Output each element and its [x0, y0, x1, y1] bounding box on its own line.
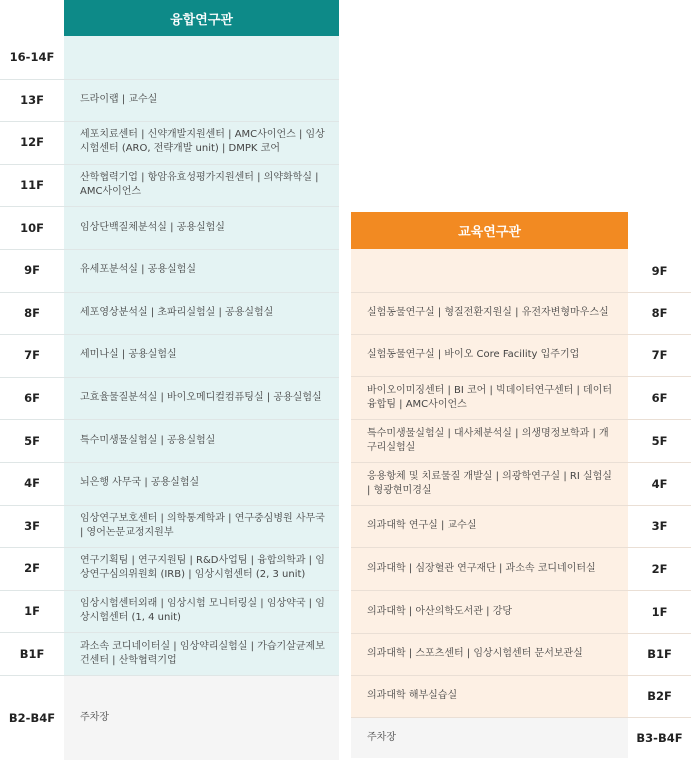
floor-label: 13F — [20, 92, 44, 107]
floor-label: 10F — [20, 220, 44, 235]
floor-content: 실험동물연구실 | 바이오 Core Facility 입주기업 — [351, 334, 628, 376]
floor-content — [64, 36, 339, 79]
row-divider — [0, 505, 339, 506]
floor-content: 특수미생물실험실 | 공용실험실 — [64, 419, 339, 462]
row-divider — [0, 249, 339, 250]
row-divider — [0, 121, 339, 122]
floor-label: 3F — [24, 518, 40, 533]
floor-label: 2F — [651, 561, 668, 576]
floor-content: 뇌은행 사무국 | 공용실험실 — [64, 462, 339, 505]
row-divider — [351, 292, 691, 293]
row-divider — [351, 547, 691, 548]
floor-label: 9F — [651, 263, 668, 278]
row-divider — [0, 590, 339, 591]
floor-label: 11F — [20, 178, 44, 193]
row-divider — [0, 377, 339, 378]
floor-label: B1F — [647, 647, 672, 661]
row-divider — [0, 292, 339, 293]
floor-content: 산학협력기업 | 항암유효성평가지원센터 | 의약화학실 | AMC사이언스 — [64, 164, 339, 207]
floor-label: B1F — [19, 646, 45, 661]
floor-label: 12F — [20, 135, 44, 150]
floor-label: 1F — [24, 604, 40, 619]
floor-label: 8F — [24, 305, 40, 320]
floor-content: 의과대학 연구실 | 교수실 — [351, 505, 628, 547]
row-divider — [351, 717, 691, 718]
floor-content: 특수미생물실험실 | 대사체분석실 | 의생명정보학과 | 개구리실험실 — [351, 419, 628, 462]
floor-content: 유세포분석실 | 공용실험실 — [64, 249, 339, 292]
floor-label: 5F — [651, 433, 668, 448]
floor-label: 6F — [651, 390, 668, 405]
row-divider — [0, 547, 339, 548]
floor-label: 3F — [651, 519, 668, 533]
building-a-title: 융합연구관 — [170, 12, 233, 28]
row-divider — [0, 164, 339, 165]
floor-content — [351, 249, 628, 292]
floor-label: 5F — [24, 433, 40, 448]
floor-content: 임상연구보호센터 | 의학통계학과 | 연구중심병원 사무국 | 영어논문교정지원부 — [64, 505, 339, 548]
floor-label: B2F — [647, 689, 672, 703]
floor-label: 4F — [24, 476, 40, 491]
floor-content: 의과대학 | 아산의학도서관 | 강당 — [351, 590, 628, 633]
floor-content: 주차장 — [64, 675, 339, 760]
floor-content: 고효율물질분석실 | 바이오메디컬컴퓨팅실 | 공용실험실 — [64, 377, 339, 420]
floor-content: 의과대학 | 스포츠센터 | 임상시험센터 문서보관실 — [351, 633, 628, 675]
floor-label: 9F — [24, 263, 40, 278]
floor-label: B3-B4F — [636, 730, 683, 745]
floor-content: 바이오이미징센터 | BI 코어 | 빅데이터연구센터 | 데이터융합팀 | AMC사이언스 — [351, 376, 628, 419]
floor-content: 응용항체 및 치료물질 개발실 | 의광학연구실 | RI 실험실 | 형광현미경실 — [351, 462, 628, 505]
row-divider — [0, 79, 339, 80]
floor-label: 8F — [651, 306, 668, 320]
floor-content: 임상단백질체분석실 | 공용실험실 — [64, 206, 339, 249]
floor-content: 실험동물연구실 | 형질전환지원실 | 유전자변형마우스실 — [351, 292, 628, 334]
row-divider — [0, 632, 339, 633]
floor-label: 2F — [24, 561, 40, 576]
row-divider — [351, 419, 691, 420]
building-b-title: 교육연구관 — [458, 225, 521, 240]
row-divider — [351, 505, 691, 506]
floor-label: 4F — [651, 476, 668, 491]
floor-label: 7F — [651, 348, 668, 362]
floor-content: 세포치료센터 | 신약개발지원센터 | AMC사이언스 | 임상시험센터 (ARO, 전략개발 unit) | DMPK 코어 — [64, 121, 339, 164]
row-divider — [0, 419, 339, 420]
floor-content: 연구기획팀 | 연구지원팀 | R&D사업팀 | 융합의학과 | 임상연구심의위원회 (IRB) | 임상시험센터 (2, 3 unit) — [64, 547, 339, 590]
floor-content: 드라이랩 | 교수실 — [64, 79, 339, 122]
row-divider — [351, 633, 691, 634]
row-divider — [0, 462, 339, 463]
floor-label: 6F — [24, 391, 40, 406]
row-divider — [0, 334, 339, 335]
row-divider — [351, 590, 691, 591]
floor-content: 의과대학 해부실습실 — [351, 675, 628, 717]
row-divider — [351, 334, 691, 335]
row-divider — [351, 376, 691, 377]
floor-content: 세포영상분석실 | 초파리실험실 | 공용실험실 — [64, 292, 339, 335]
floor-label: B2-B4F — [8, 710, 56, 725]
floor-label: 7F — [24, 348, 40, 363]
building-a-header — [64, 0, 339, 36]
floor-content: 세미나실 | 공용실험실 — [64, 334, 339, 377]
floor-content: 주차장 — [351, 717, 628, 758]
floor-content: 과소속 코디네이터실 | 임상약리실험실 | 가습기살균제보건센터 | 산학협력기업 — [64, 632, 339, 675]
row-divider — [0, 675, 339, 676]
floor-content: 의과대학 | 심장혈관 연구재단 | 과소속 코디네이터실 — [351, 547, 628, 590]
floor-label: 16-14F — [9, 50, 55, 65]
floor-label: 1F — [651, 604, 668, 619]
floor-content: 임상시험센터외래 | 임상시험 모니터링실 | 임상약국 | 임상시험센터 (1, 4 unit) — [64, 590, 339, 633]
row-divider — [0, 206, 339, 207]
row-divider — [351, 462, 691, 463]
row-divider — [351, 675, 691, 676]
building-b-header — [351, 212, 628, 249]
